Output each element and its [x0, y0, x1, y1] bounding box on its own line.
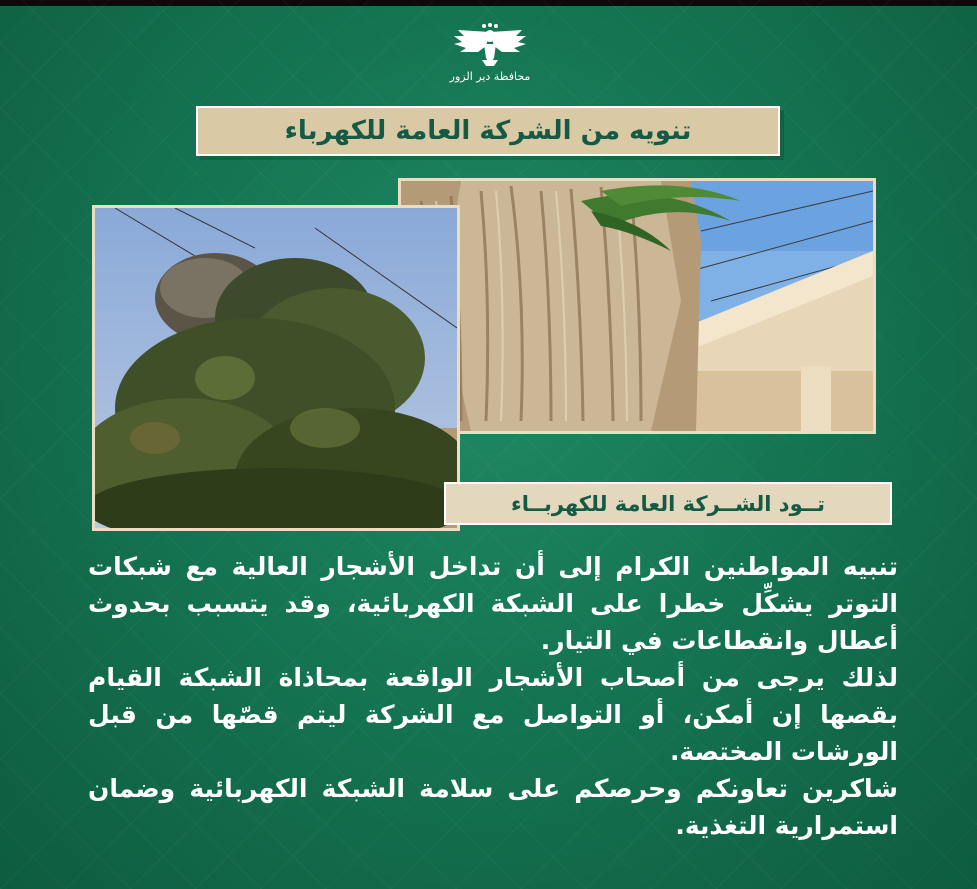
top-edge-bar: [0, 0, 977, 6]
title-banner: [196, 106, 780, 156]
overgrown-tree-photo: [92, 205, 460, 531]
eagle-emblem-icon: [450, 22, 530, 68]
governorate-logo: [430, 22, 550, 92]
page-title: تنويه من الشركة العامة للكهرباء: [284, 116, 692, 146]
palm-tree-photo: [398, 178, 876, 434]
body-paragraph-1: تنبيه المواطنين الكرام إلى أن تداخل الأشجار العالية مع شبكات التوتر يشكِّل خطرا على الشبكة الكهربائية، وقد يتسبب بحدوث أعطال وانقطاعات في التيار.: [88, 552, 898, 655]
body-paragraph-2: لذلك يرجى من أصحاب الأشجار الواقعة بمحاذاة الشبكة القيام بقصها إن أمكن، أو التواصل مع الشركة ليتم قصّها من قبل الورشات المختصة.: [88, 663, 898, 766]
announcement-body: [88, 548, 898, 844]
signature-banner: [444, 482, 892, 525]
body-paragraph-3: شاكرين تعاونكم وحرصكم على سلامة الشبكة الكهربائية وضمان استمرارية التغذية.: [88, 774, 898, 840]
logo-caption: محافظة دير الزور: [449, 70, 531, 83]
signature-text: تــود الشــركة العامة للكهربــاء: [511, 491, 825, 516]
